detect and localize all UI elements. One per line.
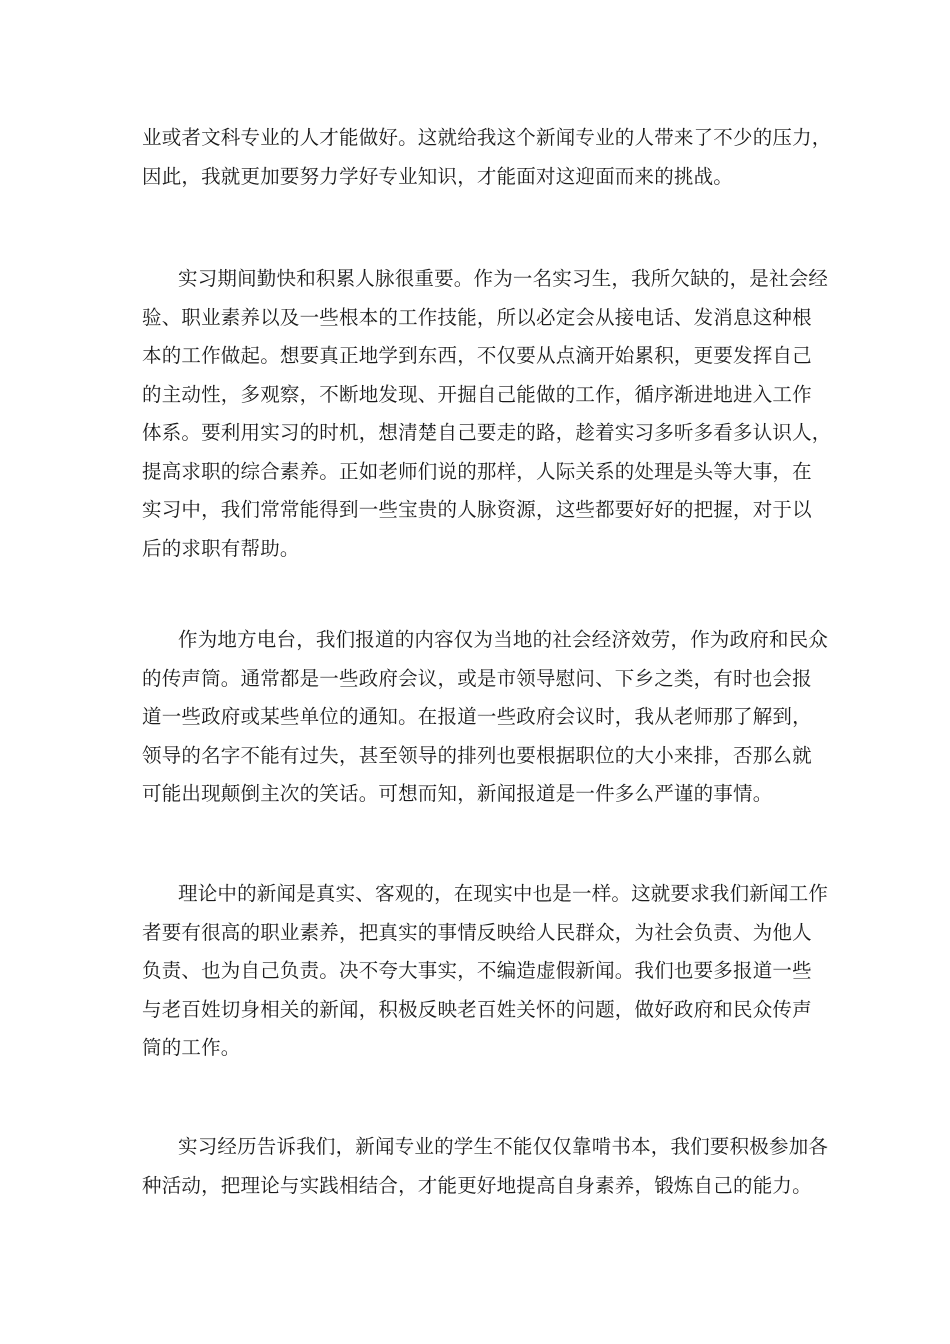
paragraph-local-radio [142,621,829,814]
paragraph-conclusion [142,1128,829,1205]
paragraph-line: 因此，我就更加要努力学好专业知识，才能面对这迎面而来的挑战。 [142,164,734,188]
paragraph-line: 业或者文科专业的人才能做好。这就给我这个新闻专业的人带来了不少的压力， [142,126,832,149]
paragraph-line: 后的求职有帮助。 [142,536,300,560]
paragraph-line: 筒的工作。 [142,1036,241,1059]
paragraph-line: 与老百姓切身相关的新闻，积极反映老百姓关怀的问题，做好政府和民众传声 [142,997,812,1021]
paragraph-line: 验、职业素养以及一些根本的工作技能，所以必定会从接电话、发消息这种根 [142,305,812,329]
paragraph-line: 体系。要利用实习的时机，想清楚自己要走的路，趁着实习多听多看多认识人， [142,421,832,444]
paragraph-line: 实习经历告诉我们，新闻专业的学生不能仅仅靠啃书本，我们要积极参加各 [178,1135,829,1158]
paragraph-line: 本的工作做起。想要真正地学到东西，不仅要从点滴开始累积，更要发挥自己 [142,344,812,367]
paragraph-line: 种活动，把理论与实践相结合，才能更好地提高自身素养，锻炼自己的能力。 [142,1173,812,1197]
paragraph-line: 的传声筒。通常都是一些政府会议，或是市领导慰问、下乡之类，有时也会报 [142,666,812,690]
paragraph-line: 提高求职的综合素养。正如老师们说的那样，人际关系的处理是头等大事，在 [142,459,812,483]
paragraph-line: 领导的名字不能有过失，甚至领导的排列也要根据职位的大小来排，否那么就 [142,743,812,767]
paragraph-line: 可能出现颠倒主次的笑话。可想而知，新闻报道是一件多么严谨的事情。 [142,782,773,805]
paragraph-line: 理论中的新闻是真实、客观的，在现实中也是一样。这就要求我们新闻工作 [178,882,829,905]
paragraph-line: 作为地方电台，我们报道的内容仅为当地的社会经济效劳，作为政府和民众 [178,628,829,651]
paragraph-line: 道一些政府或某些单位的通知。在报道一些政府会议时，我从老师那了解到， [142,705,812,728]
paragraph-continued-pressure [142,119,832,196]
paragraph-news-theory [142,875,829,1068]
paragraph-line: 实习中，我们常常能得到一些宝贵的人脉资源，这些都要好好的把握，对于以 [142,498,812,521]
paragraph-line: 负责、也为自己负责。决不夸大事实，不编造虚假新闻。我们也要多报道一些 [142,959,812,982]
paragraph-line: 实习期间勤快和积累人脉很重要。作为一名实习生，我所欠缺的，是社会经 [178,267,829,290]
paragraph-networking [142,260,832,568]
paragraph-line: 者要有很高的职业素养，把真实的事情反映给人民群众，为社会负责、为他人 [142,920,812,944]
paragraph-line: 的主动性，多观察，不断地发现、开掘自己能做的工作，循序渐进地进入工作 [142,382,812,406]
